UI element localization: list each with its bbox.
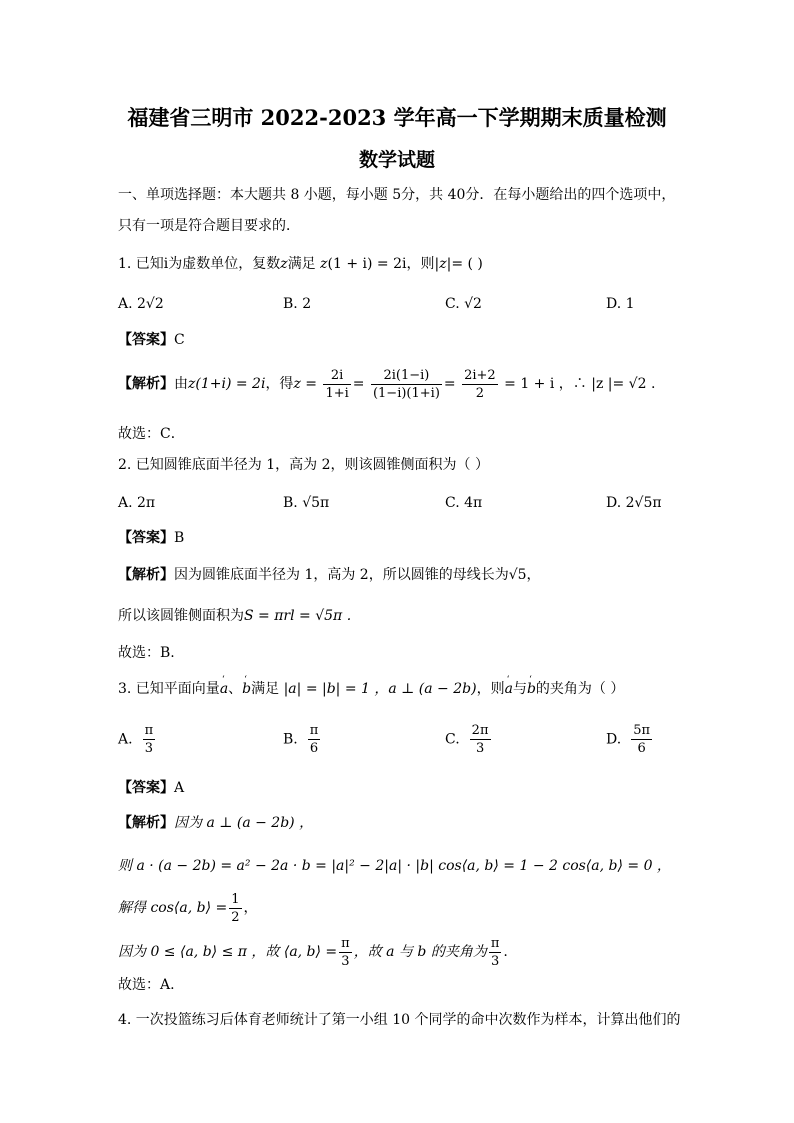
q2-options [0,483,794,523]
q3-options [0,722,794,762]
q2-option-a: A. 2π [118,495,156,511]
q3-option-b: B. $\frac{\pi}{6}$ [283,723,319,756]
section-heading-line1: 一、单项选择题：本大题共 8 小题，每小题 5分，共 40分．在每小题给出的四个选项中， [118,187,676,203]
q2-conclusion: 故选：B. [118,645,175,661]
q2-option-b: B. √5π [283,495,330,511]
q1-analysis: 【解析】由z(1+i) = 2i，得z = $\frac{2i}{1+i}$ = $\frac{2i(1-i)}{(1-i)(1+i)}$ = $\frac{2i+2}{2}$ = 1 + i ，∴ |z |= √2 . [118,367,656,401]
section-heading-line2: 只有一项是符合题目要求的． [118,218,300,234]
q1-conclusion: 故选：C． [118,426,185,442]
document-subtitle: 数学试题 [358,149,435,171]
document-title: 福建省三明市 2022-2023 学年高一下学期期末质量检测 [127,105,667,130]
q1-stem: 1. 已知i为虚数单位，复数z满足 z(1 + i) = 2i，则|z|= ( ) [118,256,483,272]
q1-answer: 【答案】C [118,332,185,348]
q4-stem: 4. 一次投篮练习后体育老师统计了第一小组 10 个同学的命中次数作为样本，计算出他们的 [118,1012,681,1028]
q3-option-a: A. $\frac{\pi}{3}$ [118,723,154,756]
q3-answer: 【答案】A [118,780,185,796]
q2-answer: 【答案】B [118,530,185,546]
q1-option-c: C. √2 [445,296,482,312]
q2-analysis-line2: 所以该圆锥侧面积为S = πrl = √5π . [118,608,352,624]
q3-stem: 3. 已知平面向量‘ a、‘ b满足 |a| = |b| = 1 ，a ⊥ (a − 2b)，则‘ a与‘ b的夹角为（ ） [118,679,624,699]
q2-option-c: C. 4π [445,495,483,511]
q2-analysis-line1: 【解析】因为圆锥底面半径为 1，高为 2，所以圆锥的母线长为√5， [118,567,541,583]
q3-analysis-line4: 因为 0 ≤ ⟨a, b⟩ ≤ π ，故 ⟨a, b⟩ = $\frac{\pi}{3}$ ，故 a 与 b 的夹角为 $\frac{\pi}{3}$ . [118,935,508,969]
q2-option-d: D. 2√5π [606,495,662,511]
q1-options [0,284,794,324]
q1-option-a: A. 2√2 [118,296,164,312]
q3-analysis-line3: 解得 cos⟨a, b⟩ = $\frac{1}{2}$ ， [118,891,258,925]
q1-option-d: D. 1 [606,296,635,312]
q3-analysis-line2: 则 a · (a − 2b) = a² − 2a · b = |a|² − 2|a| · |b| cos⟨a, b⟩ = 1 − 2 cos⟨a, b⟩ = 0 ， [118,858,671,874]
q3-option-d: D. $\frac{5\pi}{6}$ [606,723,651,756]
q1-option-b: B. 2 [283,296,312,312]
q2-stem: 2. 已知圆锥底面半径为 1，高为 2，则该圆锥侧面积为（ ） [118,457,489,473]
q3-option-c: C. $\frac{2\pi}{3}$ [445,723,489,756]
q3-conclusion: 故选：A. [118,977,175,993]
q3-analysis-line1: 【解析】因为 a ⊥ (a − 2b) ， [118,815,314,831]
